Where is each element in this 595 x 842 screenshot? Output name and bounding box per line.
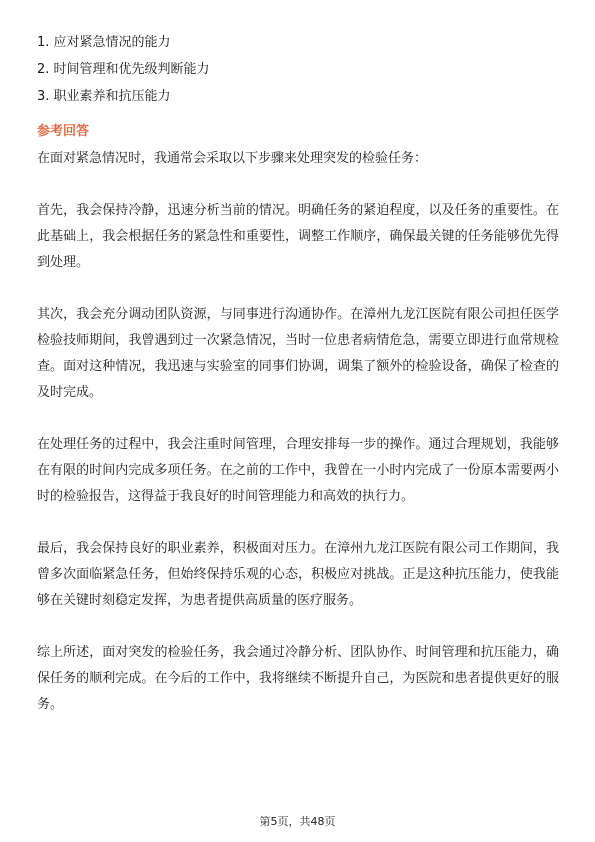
question-list [37,30,557,111]
answer-paragraph-second: 其次，我会充分调动团队资源，与同事进行沟通协作。在漳州九龙江医院有限公司担任医学检验技师期间，我曾遇到过一次紧急情况，当时一位患者病情危急，需要立即进行血常规检查。面对这种情况，我迅速与实验室的同事们协调，调集了额外的检验设备，确保了检查的及时完成。 [37,307,559,400]
answer-paragraph-finally: 最后，我会保持良好的职业素养，积极面对压力。在漳州九龙江医院有限公司工作期间，我曾多次面临紧急任务，但始终保持乐观的心态，积极应对挑战。正是这种抗压能力，使我能够在关键时刻稳定发挥，为患者提供高质量的医疗服务。 [37,541,559,608]
answer-paragraph-intro: 在面对紧急情况时，我通常会采取以下步骤来处理突发的检验任务： [37,151,428,166]
answer-body [37,146,559,718]
answer-paragraph-first: 首先，我会保持冷静，迅速分析当前的情况。明确任务的紧迫程度，以及任务的重要性。在此基础上，我会根据任务的紧急性和重要性，调整工作顺序，确保最关键的任务能够优先得到处理。 [37,203,559,270]
question-item-2: 2. 时间管理和优先级判断能力 [37,62,210,77]
question-item-3: 3. 职业素养和抗压能力 [37,89,171,104]
answer-paragraph-summary: 综上所述，面对突发的检验任务，我会通过冷静分析、团队协作、时间管理和抗压能力，确保任务的顺利完成。在今后的工作中，我将继续不断提升自己，为医院和患者提供更好的服务。 [37,645,559,712]
answer-heading: 参考回答 [37,124,90,139]
page-number: 第5页，共48页 [259,815,336,828]
question-item-1: 1. 应对紧急情况的能力 [37,35,171,50]
answer-paragraph-process: 在处理任务的过程中，我会注重时间管理，合理安排每一步的操作。通过合理规划，我能够在有限的时间内完成多项任务。在之前的工作中，我曾在一小时内完成了一份原本需要两小时的检验报告，这得益于我良好的时间管理能力和高效的执行力。 [37,437,559,504]
